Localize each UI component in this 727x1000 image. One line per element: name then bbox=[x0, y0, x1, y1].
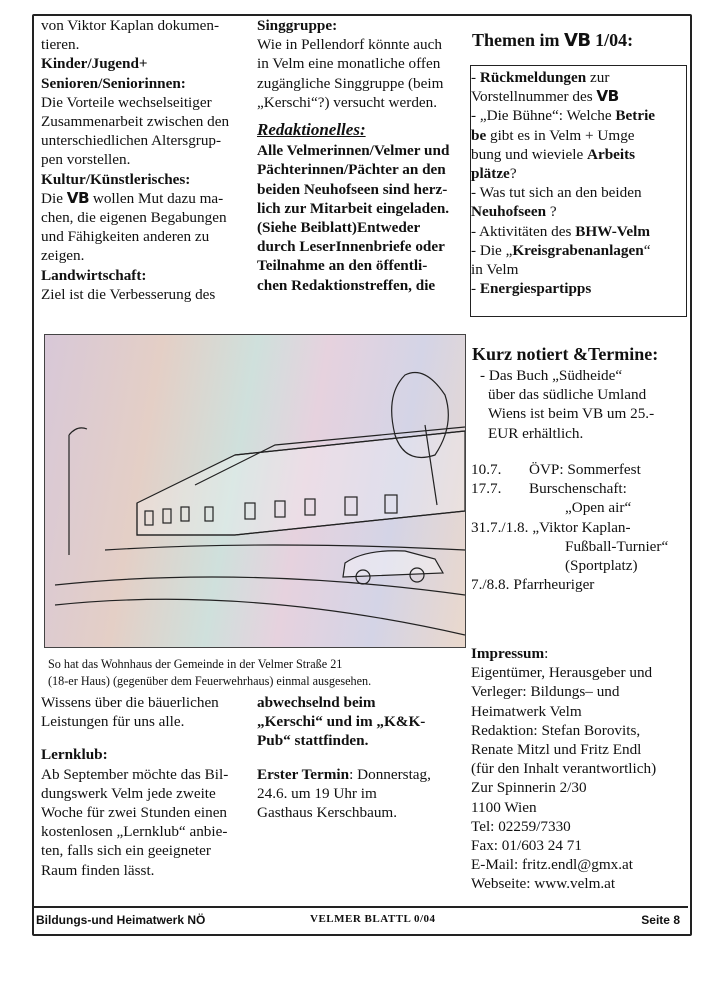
themen-list-item: - Aktivitäten des BHW-Velm bbox=[471, 222, 650, 240]
termin-desc: ÖVP: Sommerfest bbox=[529, 461, 641, 478]
erster-termin-line: Gasthaus Kerschbaum. bbox=[257, 804, 398, 822]
kurz-text-line: EUR erhältlich. bbox=[488, 424, 584, 442]
lernklub-text-line: Ab September möchte das Bil- bbox=[41, 765, 229, 783]
column-2-bottom bbox=[257, 693, 469, 822]
footer-title: VELMER BLATTL 0/04 bbox=[310, 913, 436, 925]
impressum-line: Tel: 02259/7330 bbox=[471, 817, 571, 835]
kultur-heading: Kultur/Künstlerisches: bbox=[41, 170, 191, 188]
themen-list-item: be gibt es in Velm + Umge bbox=[471, 126, 635, 144]
sing-text-line: Wie in Pellendorf könnte auch bbox=[257, 36, 442, 54]
col1b-text-line: Wissens über die bäuerlichen bbox=[41, 694, 219, 711]
column-1-top bbox=[41, 16, 251, 304]
themen-list-item: - „Die Bühne“: Welche Betrie bbox=[471, 107, 656, 125]
lernklub-text-line: dungswerk Velm jede zweite bbox=[41, 784, 216, 802]
land-heading: Landwirtschaft: bbox=[41, 266, 147, 284]
impressum-line: Eigentümer, Herausgeber und bbox=[471, 664, 653, 682]
lernklub-text-line: ten, falls sich ein geeigneter bbox=[41, 842, 211, 860]
impressum bbox=[471, 644, 686, 894]
caption-line: (18-er Haus) (gegenüber dem Feuerwehrhaus) einmal ausgesehen. bbox=[48, 673, 372, 688]
footer-page-number: Seite 8 bbox=[641, 913, 680, 927]
termin-row bbox=[471, 575, 686, 594]
kinder-text-line: unterschiedlichen Altersgrup- bbox=[41, 132, 222, 150]
footer-publisher: Bildungs-und Heimatwerk NÖ bbox=[36, 913, 206, 927]
termin-desc: Pfarrheuriger bbox=[513, 576, 595, 594]
themen-list-item: - Die „Kreisgrabenanlagen“ bbox=[471, 241, 651, 259]
themen-list-item: - Energiespartipps bbox=[471, 280, 592, 298]
sing-heading: Singgruppe: bbox=[257, 17, 338, 34]
termin-desc: „Open air“ bbox=[565, 499, 632, 517]
intro-line-1: von Viktor Kaplan dokumen- bbox=[41, 17, 220, 34]
termin-row bbox=[471, 479, 686, 498]
redak-text-line: (Siehe Beiblatt)Entweder bbox=[257, 219, 421, 237]
kurz-text-line: - Das Buch „Südheide“ bbox=[480, 367, 623, 384]
themen-list-item: plätze? bbox=[471, 165, 517, 183]
themen-box bbox=[470, 65, 687, 317]
lernklub-heading: Lernklub: bbox=[41, 746, 108, 764]
caption-line: So hat das Wohnhaus der Gemeinde in der Velmer Straße 21 bbox=[48, 657, 343, 671]
column-2-top bbox=[257, 16, 469, 295]
lernklub-text-line: Woche für zwei Stunden einen bbox=[41, 804, 228, 822]
termin-row bbox=[471, 518, 686, 537]
termin-row bbox=[471, 460, 686, 479]
themen-list-item: - Rückmeldungen zur bbox=[471, 69, 610, 86]
impressum-line: Zur Spinnerin 2/30 bbox=[471, 779, 587, 797]
termin-desc: Burschenschaft: bbox=[529, 480, 627, 498]
themen-list bbox=[471, 66, 686, 298]
redak-text-line: Pächterinnen/Pächter an den bbox=[257, 161, 446, 179]
kinder-text-line: Die Vorteile wechselseitiger bbox=[41, 93, 212, 111]
kinder-text-line: Zusammenarbeit zwischen den bbox=[41, 113, 230, 131]
sing-text-line: „Kerschi“?) versucht werden. bbox=[257, 93, 438, 111]
lernklub-text-line: Raum finden lässt. bbox=[41, 861, 155, 879]
col2b-text-line: Pub“ stattfinden. bbox=[257, 732, 369, 750]
kurz-title: Kurz notiert &Termine: bbox=[472, 344, 659, 364]
impressum-line: Verleger: Bildungs– und bbox=[471, 683, 620, 701]
erster-termin-line: 24.6. um 19 Uhr im bbox=[257, 784, 377, 802]
themen-list-item: - Was tut sich an den beiden bbox=[471, 184, 642, 202]
redak-text-line: durch LeserInnenbriefe oder bbox=[257, 238, 445, 256]
impressum-line: 1100 Wien bbox=[471, 798, 537, 816]
impressum-heading: Impressum: bbox=[471, 645, 549, 662]
kultur-text-line: chen, die eigenen Begabungen bbox=[41, 209, 227, 227]
footer bbox=[32, 906, 688, 934]
kultur-text-first: Die VB wollen Mut dazu ma- bbox=[41, 188, 224, 207]
themen-list-item: in Velm bbox=[471, 261, 519, 279]
house-illustration bbox=[44, 334, 466, 648]
erster-termin: Erster Termin: Donnerstag, bbox=[257, 765, 431, 783]
impressum-line: Renate Mitzl und Fritz Endl bbox=[471, 741, 642, 759]
col2b-text-line: abwechselnd beim bbox=[257, 694, 376, 711]
intro-line-2: tieren. bbox=[41, 36, 80, 54]
sketch-drawing bbox=[45, 335, 465, 647]
kurz-text-line: über das südliche Umland bbox=[488, 386, 647, 404]
col2b-text-line: „Kerschi“ und im „K&K- bbox=[257, 713, 426, 731]
impressum-line: (für den Inhalt verantwortlich) bbox=[471, 760, 657, 778]
impressum-line[interactable]: E-Mail: fritz.endl@gmx.at bbox=[471, 856, 634, 874]
termine-list bbox=[471, 460, 686, 594]
themen-list-item: bung und wieviele Arbeits bbox=[471, 145, 636, 163]
termin-date: 10.7. bbox=[471, 461, 502, 478]
termin-row bbox=[471, 498, 686, 517]
themen-title: Themen im VB 1/04: bbox=[472, 30, 634, 51]
redak-text-line: Alle Velmerinnen/Velmer und bbox=[257, 142, 450, 160]
kinder-text-line: pen vorstellen. bbox=[41, 151, 131, 169]
kultur-text-line: zeigen. bbox=[41, 247, 85, 265]
land-text: Ziel ist die Verbesserung des bbox=[41, 285, 216, 303]
impressum-line[interactable]: Webseite: www.velm.at bbox=[471, 875, 616, 893]
redak-text-line: beiden Neuhofseen sind herz- bbox=[257, 180, 448, 198]
redak-text-line: Teilnahme an den öffentli- bbox=[257, 257, 428, 275]
column-1-bottom bbox=[41, 693, 251, 880]
termin-date bbox=[471, 537, 529, 575]
termin-date: 31.7./1.8. bbox=[471, 518, 529, 536]
termin-date: 17.7. bbox=[471, 480, 502, 498]
image-caption bbox=[48, 656, 463, 689]
impressum-line: Heimatwerk Velm bbox=[471, 702, 582, 720]
themen-list-item: Vorstellnummer des VB bbox=[471, 87, 619, 106]
redak-text-line: chen Redaktionstreffen, die bbox=[257, 276, 436, 294]
termin-row bbox=[471, 537, 686, 575]
lernklub-text-line: kostenlosen „Lernklub“ anbie- bbox=[41, 823, 228, 841]
termin-desc: „Viktor Kaplan- bbox=[532, 518, 631, 536]
termin-date bbox=[471, 498, 529, 517]
kurz-text bbox=[480, 366, 680, 443]
sing-text-line: in Velm eine monatliche offen bbox=[257, 55, 441, 73]
col1b-text-line: Leistungen für uns alle. bbox=[41, 713, 185, 731]
kurz-text-line: Wiens ist beim VB um 25.- bbox=[488, 405, 655, 423]
redak-text-line: lich zur Mitarbeit eingeladen. bbox=[257, 199, 450, 217]
themen-list-item: Neuhofseen ? bbox=[471, 203, 557, 221]
kinder-heading-1: Kinder/Jugend+ bbox=[41, 55, 148, 73]
redaktionelles-heading: Redaktionelles: bbox=[257, 120, 366, 140]
termin-date: 7./8.8. bbox=[471, 576, 510, 594]
impressum-line: Redaktion: Stefan Borovits, bbox=[471, 721, 641, 739]
termin-desc: Fußball-Turnier“ (Sportplatz) bbox=[565, 537, 669, 575]
kinder-heading-2: Senioren/Seniorinnen: bbox=[41, 74, 186, 92]
sing-text-line: zugängliche Singgruppe (beim bbox=[257, 74, 444, 92]
impressum-line: Fax: 01/603 24 71 bbox=[471, 837, 582, 855]
kultur-text-line: und Fähigkeiten anderen zu bbox=[41, 228, 210, 246]
